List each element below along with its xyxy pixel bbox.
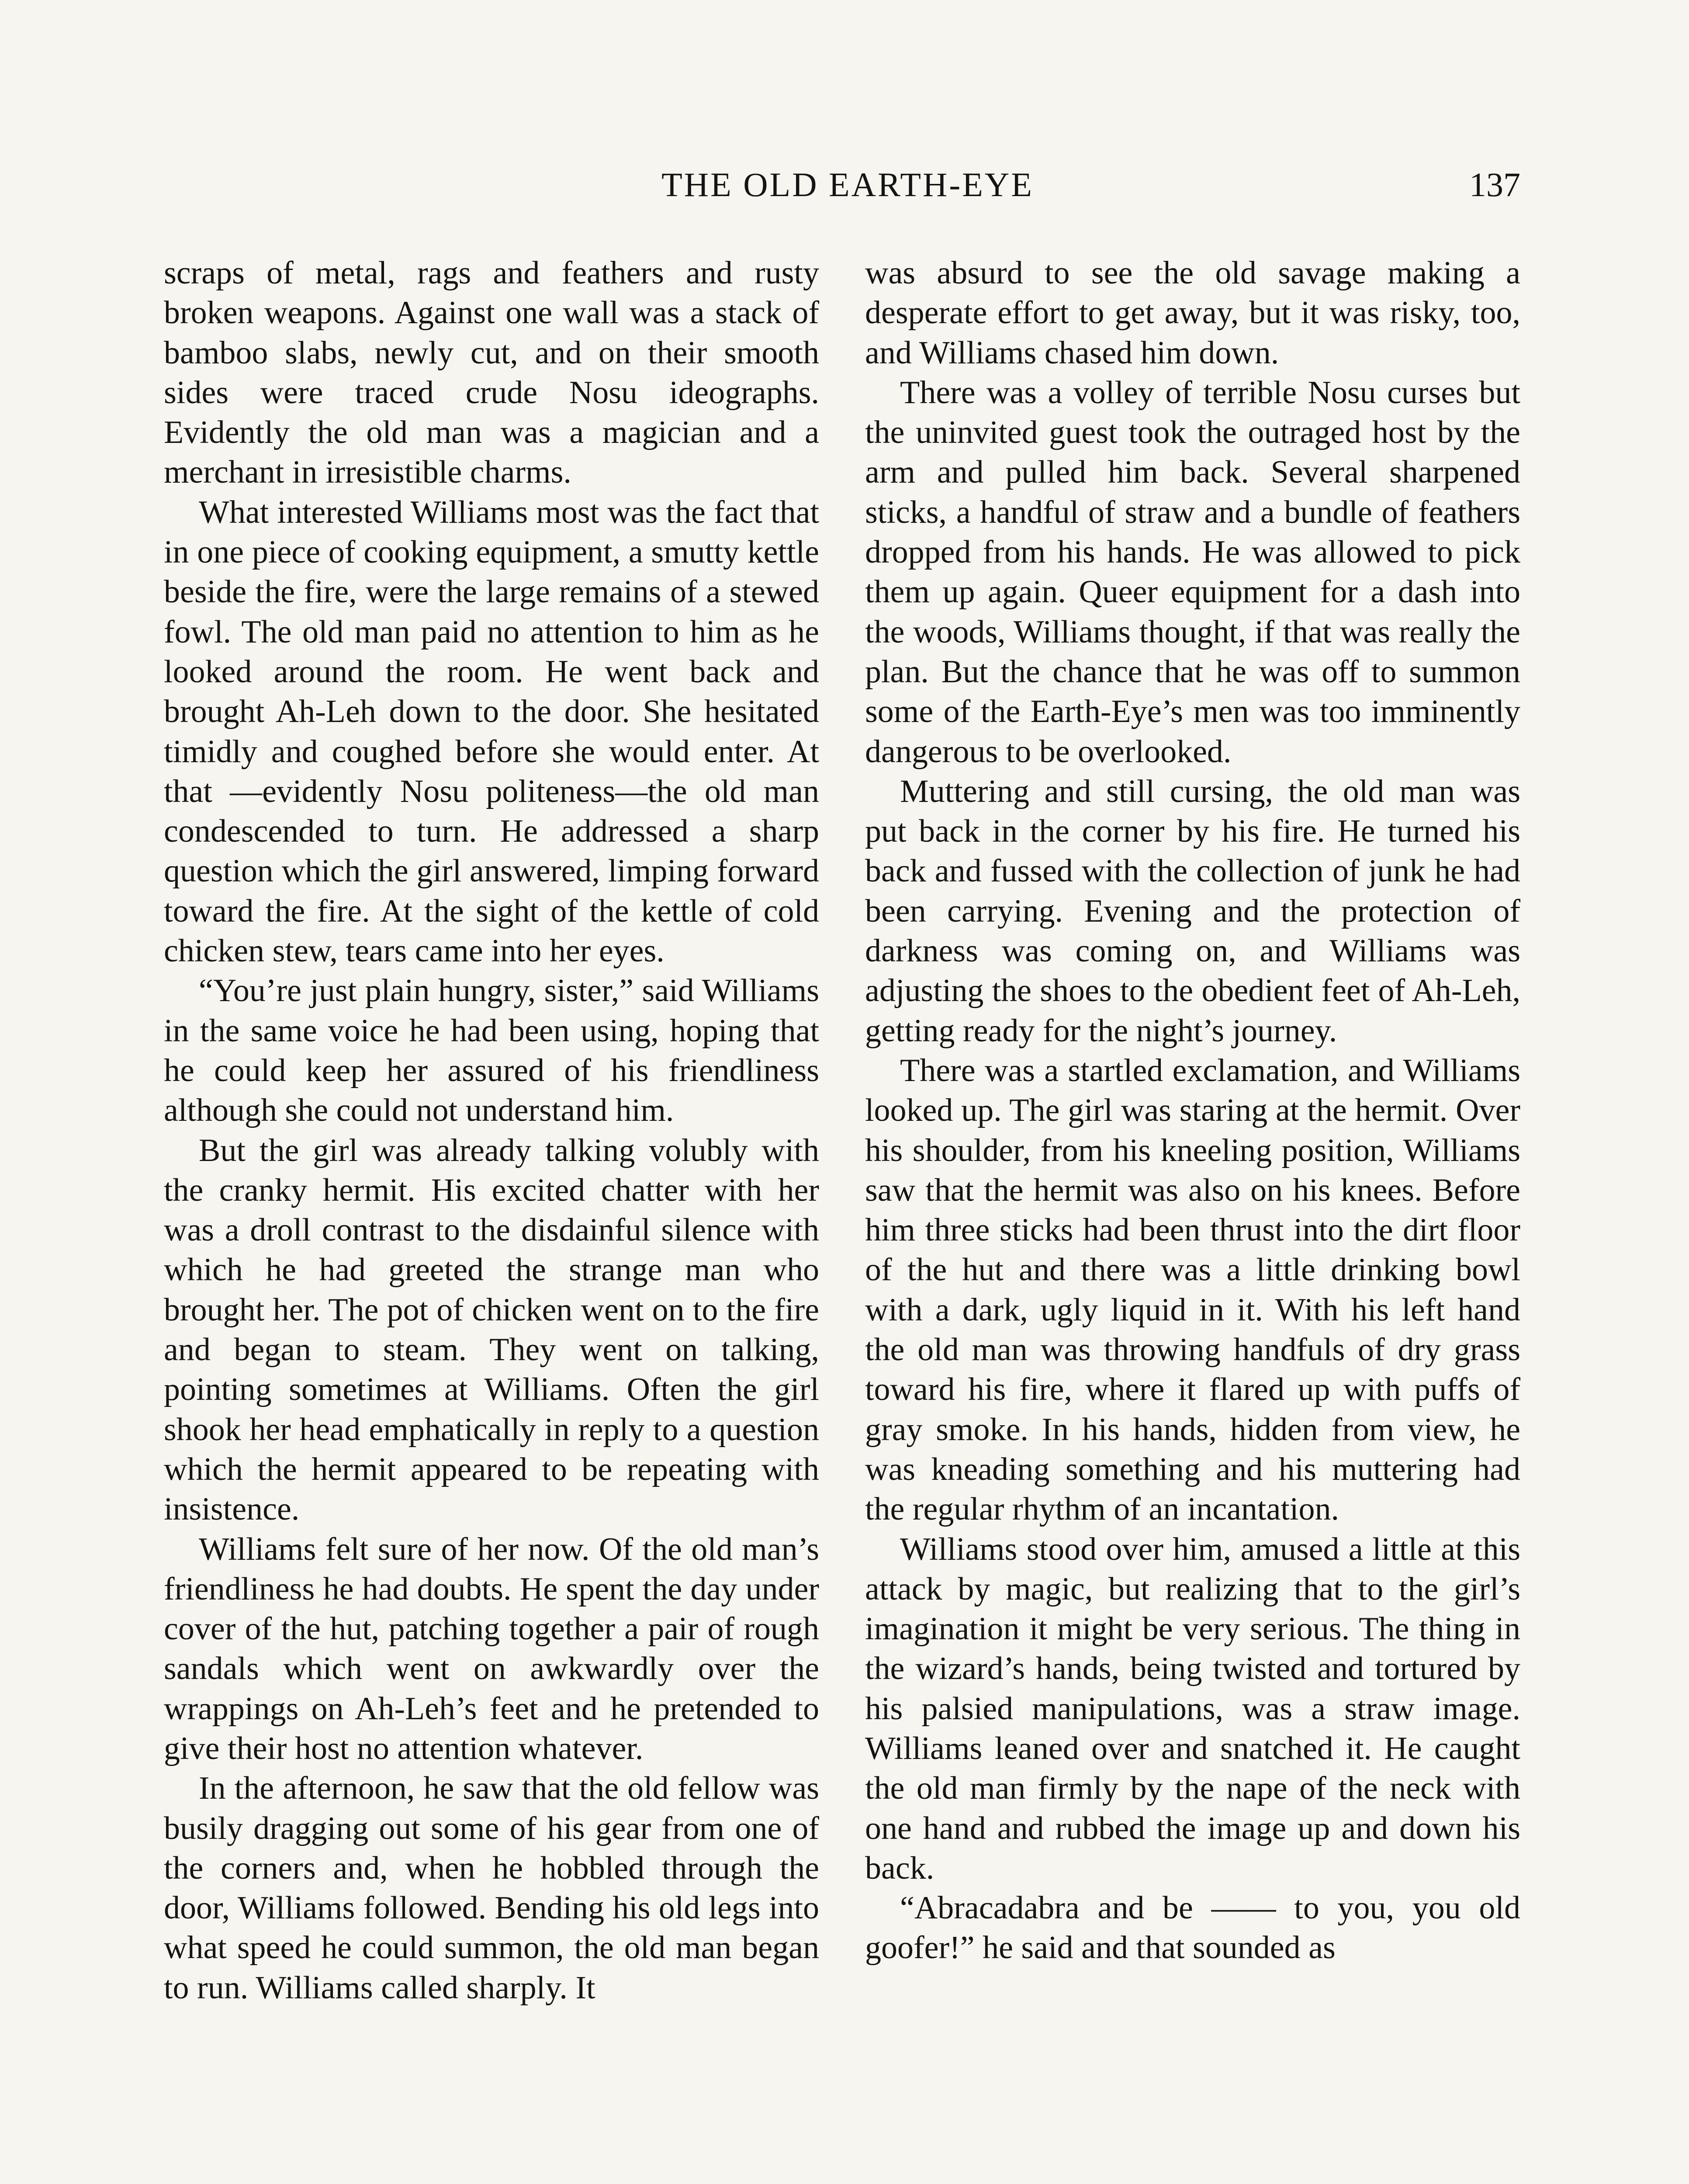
right-column — [865, 253, 1520, 1968]
paragraph: There was a startled exclamation, and Williams looked up. The girl was staring at the hermit. Over his shoulder, from his kneeling position, Williams saw that the hermit was also on his knees. Before him three sticks had been thrust into the dirt floor of the hut and there was a little drinking bowl with a dark, ugly liquid in it. With his left hand the old man was throwing handfuls of dry grass toward his fire, where it flared up with puffs of gray smoke. In his hands, hidden from view, he was kneading something and his muttering had the regular rhythm of an incantation. — [865, 1052, 1520, 1527]
paragraph: “You’re just plain hungry, sister,” said Williams in the same voice he had been using, hoping that he could keep her assured of his friendliness although she could not understand him. — [164, 973, 819, 1129]
paragraph: In the afternoon, he saw that the old fellow was busily dragging out some of his gear from one of the corners and, when he hobbled through the door, Williams followed. Bending his old legs into what speed he could summon, the old man began to run. Williams called sharply. It — [164, 1770, 819, 2006]
running-header — [0, 161, 1689, 209]
paragraph: Muttering and still cursing, the old man was put back in the corner by his fire. He turned his back and fussed with the collection of junk he had been carrying. Evening and the protection of darkness was coming on, and Williams was adjusting the shoes to the obedient feet of Ah-Leh, getting ready for the night’s journey. — [865, 773, 1520, 1049]
paragraph: “Abracadabra and be —— to you, you old goofer!” he said and that sounded as — [865, 1890, 1520, 1966]
paragraph: was absurd to see the old savage making a desperate effort to get away, but it was risky, too, and Williams chased him down. — [865, 255, 1520, 371]
left-column — [164, 253, 819, 2008]
paragraph: Williams felt sure of her now. Of the old man’s friendliness he had doubts. He spent the day under cover of the hut, patching together a pair of rough sandals which went on awkwardly over the wrappings on Ah-Leh’s feet and he pretended to give their host no attention whatever. — [164, 1531, 819, 1766]
paragraph: scraps of metal, rags and feathers and rusty broken weapons. Against one wall was a stack of bamboo slabs, newly cut, and on their smooth sides were traced crude Nosu ideographs. Evidently the old man was a magician and a merchant in irresistible charms. — [164, 255, 819, 491]
running-title: THE OLD EARTH-EYE — [661, 166, 1034, 204]
paragraph: There was a volley of terrible Nosu curses but the uninvited guest took the outraged host by the arm and pulled him back. Several sharpened sticks, a handful of straw and a bundle of feathers dropped from his hands. He was allowed to pick them up again. Queer equipment for a dash into the woods, Williams thought, if that was really the plan. But the chance that he was off to summon some of the Earth-Eye’s men was too imminently dangerous to be overlooked. — [865, 374, 1520, 770]
paragraph: But the girl was already talking volubly with the cranky hermit. His excited chatter with her was a droll contrast to the disdainful silence with which he had greeted the strange man who brought her. The pot of chicken went on to the fire and began to steam. They went on talking, pointing sometimes at Williams. Often the girl shook her head emphatically in reply to a question which the hermit appeared to be repeating with insistence. — [164, 1132, 819, 1527]
paragraph: What interested Williams most was the fact that in one piece of cooking equipment, a smutty kettle beside the fire, were the large remains of a stewed fowl. The old man paid no attention to him as he looked around the room. He went back and brought Ah-Leh down to the door. She hesitated timidly and coughed before she would enter. At that —evidently Nosu politeness—the old man condescended to turn. He addressed a sharp question which the girl answered, limping forward toward the fire. At the sight of the kettle of cold chicken stew, tears came into her eyes. — [164, 494, 819, 969]
paragraph: Williams stood over him, amused a little at this attack by magic, but realizing that to the girl’s imagination it might be very serious. The thing in the wizard’s hands, being twisted and tortured by his palsied manipulations, was a straw image. Williams leaned over and snatched it. He caught the old man firmly by the nape of the neck with one hand and rubbed the image up and down his back. — [865, 1531, 1520, 1886]
page-number: 137 — [1469, 166, 1520, 204]
